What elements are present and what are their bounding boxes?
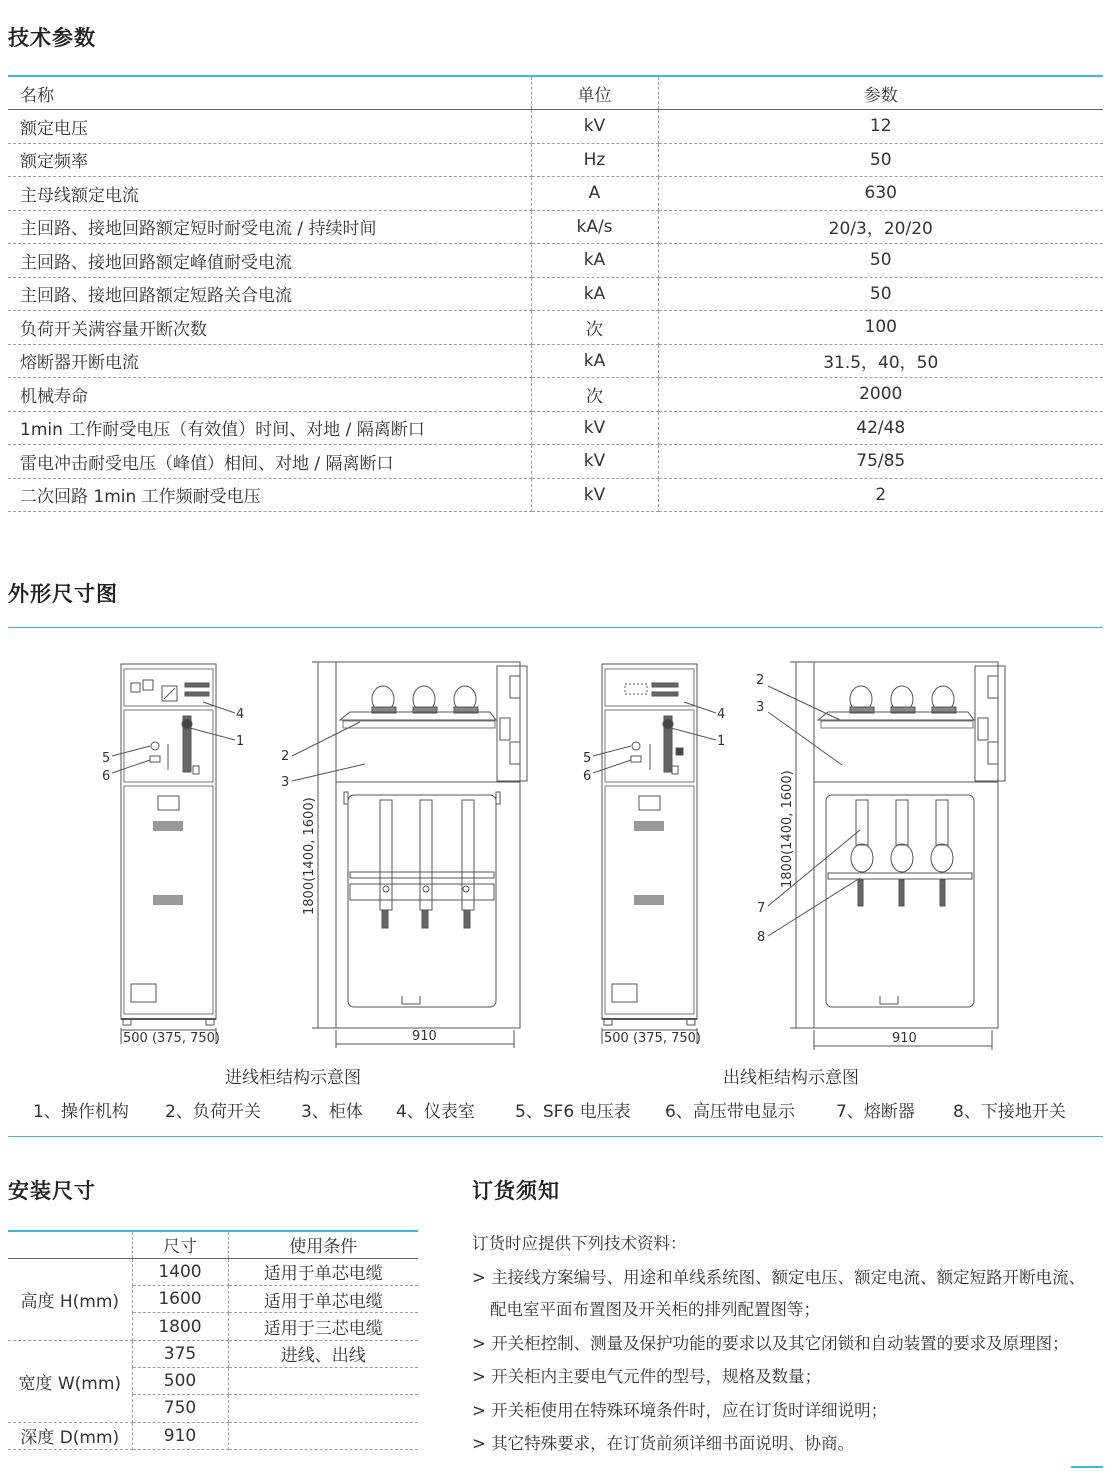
row-unit: kA: [531, 244, 658, 278]
table-row: [8, 143, 1103, 177]
table-header-row: [8, 76, 1103, 110]
width-dim-c: 500 (375, 750): [604, 1031, 701, 1046]
label-4-c: 4: [717, 707, 726, 722]
legend-item: 8、下接地开关: [953, 1102, 1066, 1122]
header-condition: 使用条件: [228, 1231, 418, 1258]
size-cell: 375: [132, 1340, 228, 1367]
row-name: 主回路、接地回路额定峰值耐受电流: [8, 244, 531, 278]
cabinet-drawings: [0, 640, 1109, 1060]
row-value: 2: [658, 478, 1103, 512]
row-unit: kA/s: [531, 210, 658, 244]
condition-cell: 进线、出线: [228, 1340, 418, 1367]
depth-dim-d: 910: [892, 1031, 917, 1046]
label-3-d: 3: [756, 700, 765, 715]
row-value: 75/85: [658, 445, 1103, 479]
condition-cell: [228, 1422, 418, 1449]
row-value: 630: [658, 177, 1103, 211]
width-label: 宽度 W(mm): [8, 1340, 132, 1422]
size-cell: 1800: [132, 1313, 228, 1340]
order-item: > 其它特殊要求，在订货前须详细书面说明、协商。: [472, 1434, 855, 1453]
label-5-c: 5: [583, 751, 592, 766]
caption-incoming: 进线柜结构示意图: [225, 1068, 361, 1088]
page-corner-accent: [1071, 1466, 1103, 1468]
table-row: [8, 1258, 418, 1285]
size-cell: 500: [132, 1367, 228, 1394]
header-unit: 单位: [531, 76, 658, 110]
row-unit: kV: [531, 445, 658, 479]
outgoing-side-view: [768, 662, 1005, 1050]
label-2-b: 2: [281, 749, 290, 764]
condition-cell: 适用于单芯电缆: [228, 1258, 418, 1285]
row-value: 100: [658, 311, 1103, 345]
row-name: 熔断器开断电流: [8, 344, 531, 378]
label-1-c: 1: [717, 734, 726, 749]
legend-item: 2、负荷开关: [165, 1102, 261, 1122]
outgoing-front-view: [593, 664, 716, 1044]
section-divider: [8, 627, 1103, 628]
incoming-side-view: [292, 662, 527, 1048]
tech-section-title: 技术参数: [8, 26, 96, 50]
row-name: 雷电冲击耐受电压（峰值）相间、对地 / 隔离断口: [8, 445, 531, 479]
install-table: [8, 1230, 418, 1450]
size-cell: 910: [132, 1422, 228, 1449]
row-value: 50: [658, 143, 1103, 177]
order-section-title: 订货须知: [472, 1179, 560, 1203]
row-unit: A: [531, 177, 658, 211]
row-unit: kA: [531, 277, 658, 311]
row-name: 主回路、接地回路额定短时耐受电流 / 持续时间: [8, 210, 531, 244]
order-item: > 开关柜内主要电气元件的型号，规格及数量；: [472, 1367, 822, 1386]
row-unit: Hz: [531, 143, 658, 177]
depth-label: 深度 D(mm): [8, 1422, 132, 1449]
legend-item: 3、柜体: [301, 1102, 363, 1122]
row-unit: 次: [531, 378, 658, 412]
table-row: [8, 210, 1103, 244]
row-unit: kV: [531, 478, 658, 512]
condition-cell: 适用于三芯电缆: [228, 1313, 418, 1340]
condition-cell: [228, 1367, 418, 1394]
label-6-a: 6: [102, 769, 111, 784]
label-1-a: 1: [236, 734, 245, 749]
table-row: [8, 445, 1103, 479]
row-value: 42/48: [658, 411, 1103, 445]
legend-item: 7、熔断器: [836, 1102, 915, 1122]
row-name: 额定频率: [8, 143, 531, 177]
size-cell: 1600: [132, 1286, 228, 1313]
row-name: 主回路、接地回路额定短路关合电流: [8, 277, 531, 311]
table-row: [8, 1422, 418, 1449]
label-4-a: 4: [236, 707, 245, 722]
order-item: > 开关柜使用在特殊环境条件时，应在订货时详细说明；: [472, 1401, 888, 1420]
row-name: 1min 工作耐受电压（有效值）时间、对地 / 隔离断口: [8, 411, 531, 445]
header-value: 参数: [658, 76, 1103, 110]
table-row: [8, 110, 1103, 144]
order-item: > 主接线方案编号、用途和单线系统图、额定电压、额定电流、额定短路开断电流、: [472, 1268, 1086, 1287]
row-unit: kA: [531, 344, 658, 378]
row-name: 负荷开关满容量开断次数: [8, 311, 531, 345]
legend-item: 6、高压带电显示: [665, 1102, 795, 1122]
table-header-row: [8, 1231, 418, 1258]
row-value: 50: [658, 277, 1103, 311]
row-value: 50: [658, 244, 1103, 278]
row-value: 20/3，20/20: [658, 210, 1103, 244]
table-row: [8, 478, 1103, 512]
header-size: 尺寸: [132, 1231, 228, 1258]
label-6-c: 6: [583, 769, 592, 784]
label-5-a: 5: [102, 751, 111, 766]
row-value: 12: [658, 110, 1103, 144]
legend-item: 4、仪表室: [396, 1102, 475, 1122]
label-2-d: 2: [756, 673, 765, 688]
table-row: [8, 244, 1103, 278]
label-3-b: 3: [281, 775, 290, 790]
legend-item: 5、SF6 电压表: [515, 1102, 631, 1122]
table-row: [8, 344, 1103, 378]
row-name: 主母线额定电流: [8, 177, 531, 211]
table-row: [8, 378, 1103, 412]
width-dim-a: 500 (375, 750): [123, 1031, 220, 1046]
row-value: 31.5，40，50: [658, 344, 1103, 378]
height-label: 高度 H(mm): [8, 1258, 132, 1340]
label-7-d: 7: [757, 901, 766, 916]
label-8-d: 8: [757, 930, 766, 945]
order-item: > 开关柜控制、测量及保护功能的要求以及其它闭锁和自动装置的要求及原理图；: [472, 1334, 1069, 1353]
height-dim-b: 1800(1400, 1600): [302, 797, 317, 915]
size-cell: 750: [132, 1395, 228, 1422]
header-blank: [8, 1231, 132, 1258]
size-cell: 1400: [132, 1258, 228, 1285]
depth-dim-b: 910: [412, 1029, 437, 1044]
table-row: [8, 177, 1103, 211]
table-row: [8, 277, 1103, 311]
row-name: 二次回路 1min 工作频耐受电压: [8, 478, 531, 512]
order-intro: 订货时应提供下列技术资料：: [472, 1234, 687, 1253]
header-name: 名称: [8, 76, 531, 110]
incoming-front-view: [112, 664, 235, 1044]
condition-cell: 适用于单芯电缆: [228, 1286, 418, 1313]
row-value: 2000: [658, 378, 1103, 412]
row-unit: kV: [531, 411, 658, 445]
height-dim-d: 1800(1400, 1600): [780, 770, 795, 888]
row-name: 机械寿命: [8, 378, 531, 412]
caption-outgoing: 出线柜结构示意图: [723, 1068, 859, 1088]
condition-cell: [228, 1395, 418, 1422]
row-unit: kV: [531, 110, 658, 144]
row-name: 额定电压: [8, 110, 531, 144]
table-row: [8, 411, 1103, 445]
order-item-continued: 配电室平面布置图及开关柜的排列配置图等；: [490, 1300, 820, 1319]
tech-spec-table: [8, 75, 1103, 512]
section-divider: [8, 1136, 1103, 1137]
table-row: [8, 311, 1103, 345]
install-section-title: 安装尺寸: [8, 1179, 96, 1203]
outline-section-title: 外形尺寸图: [8, 582, 118, 606]
table-row: [8, 1340, 418, 1367]
row-unit: 次: [531, 311, 658, 345]
legend-item: 1、操作机构: [33, 1102, 129, 1122]
